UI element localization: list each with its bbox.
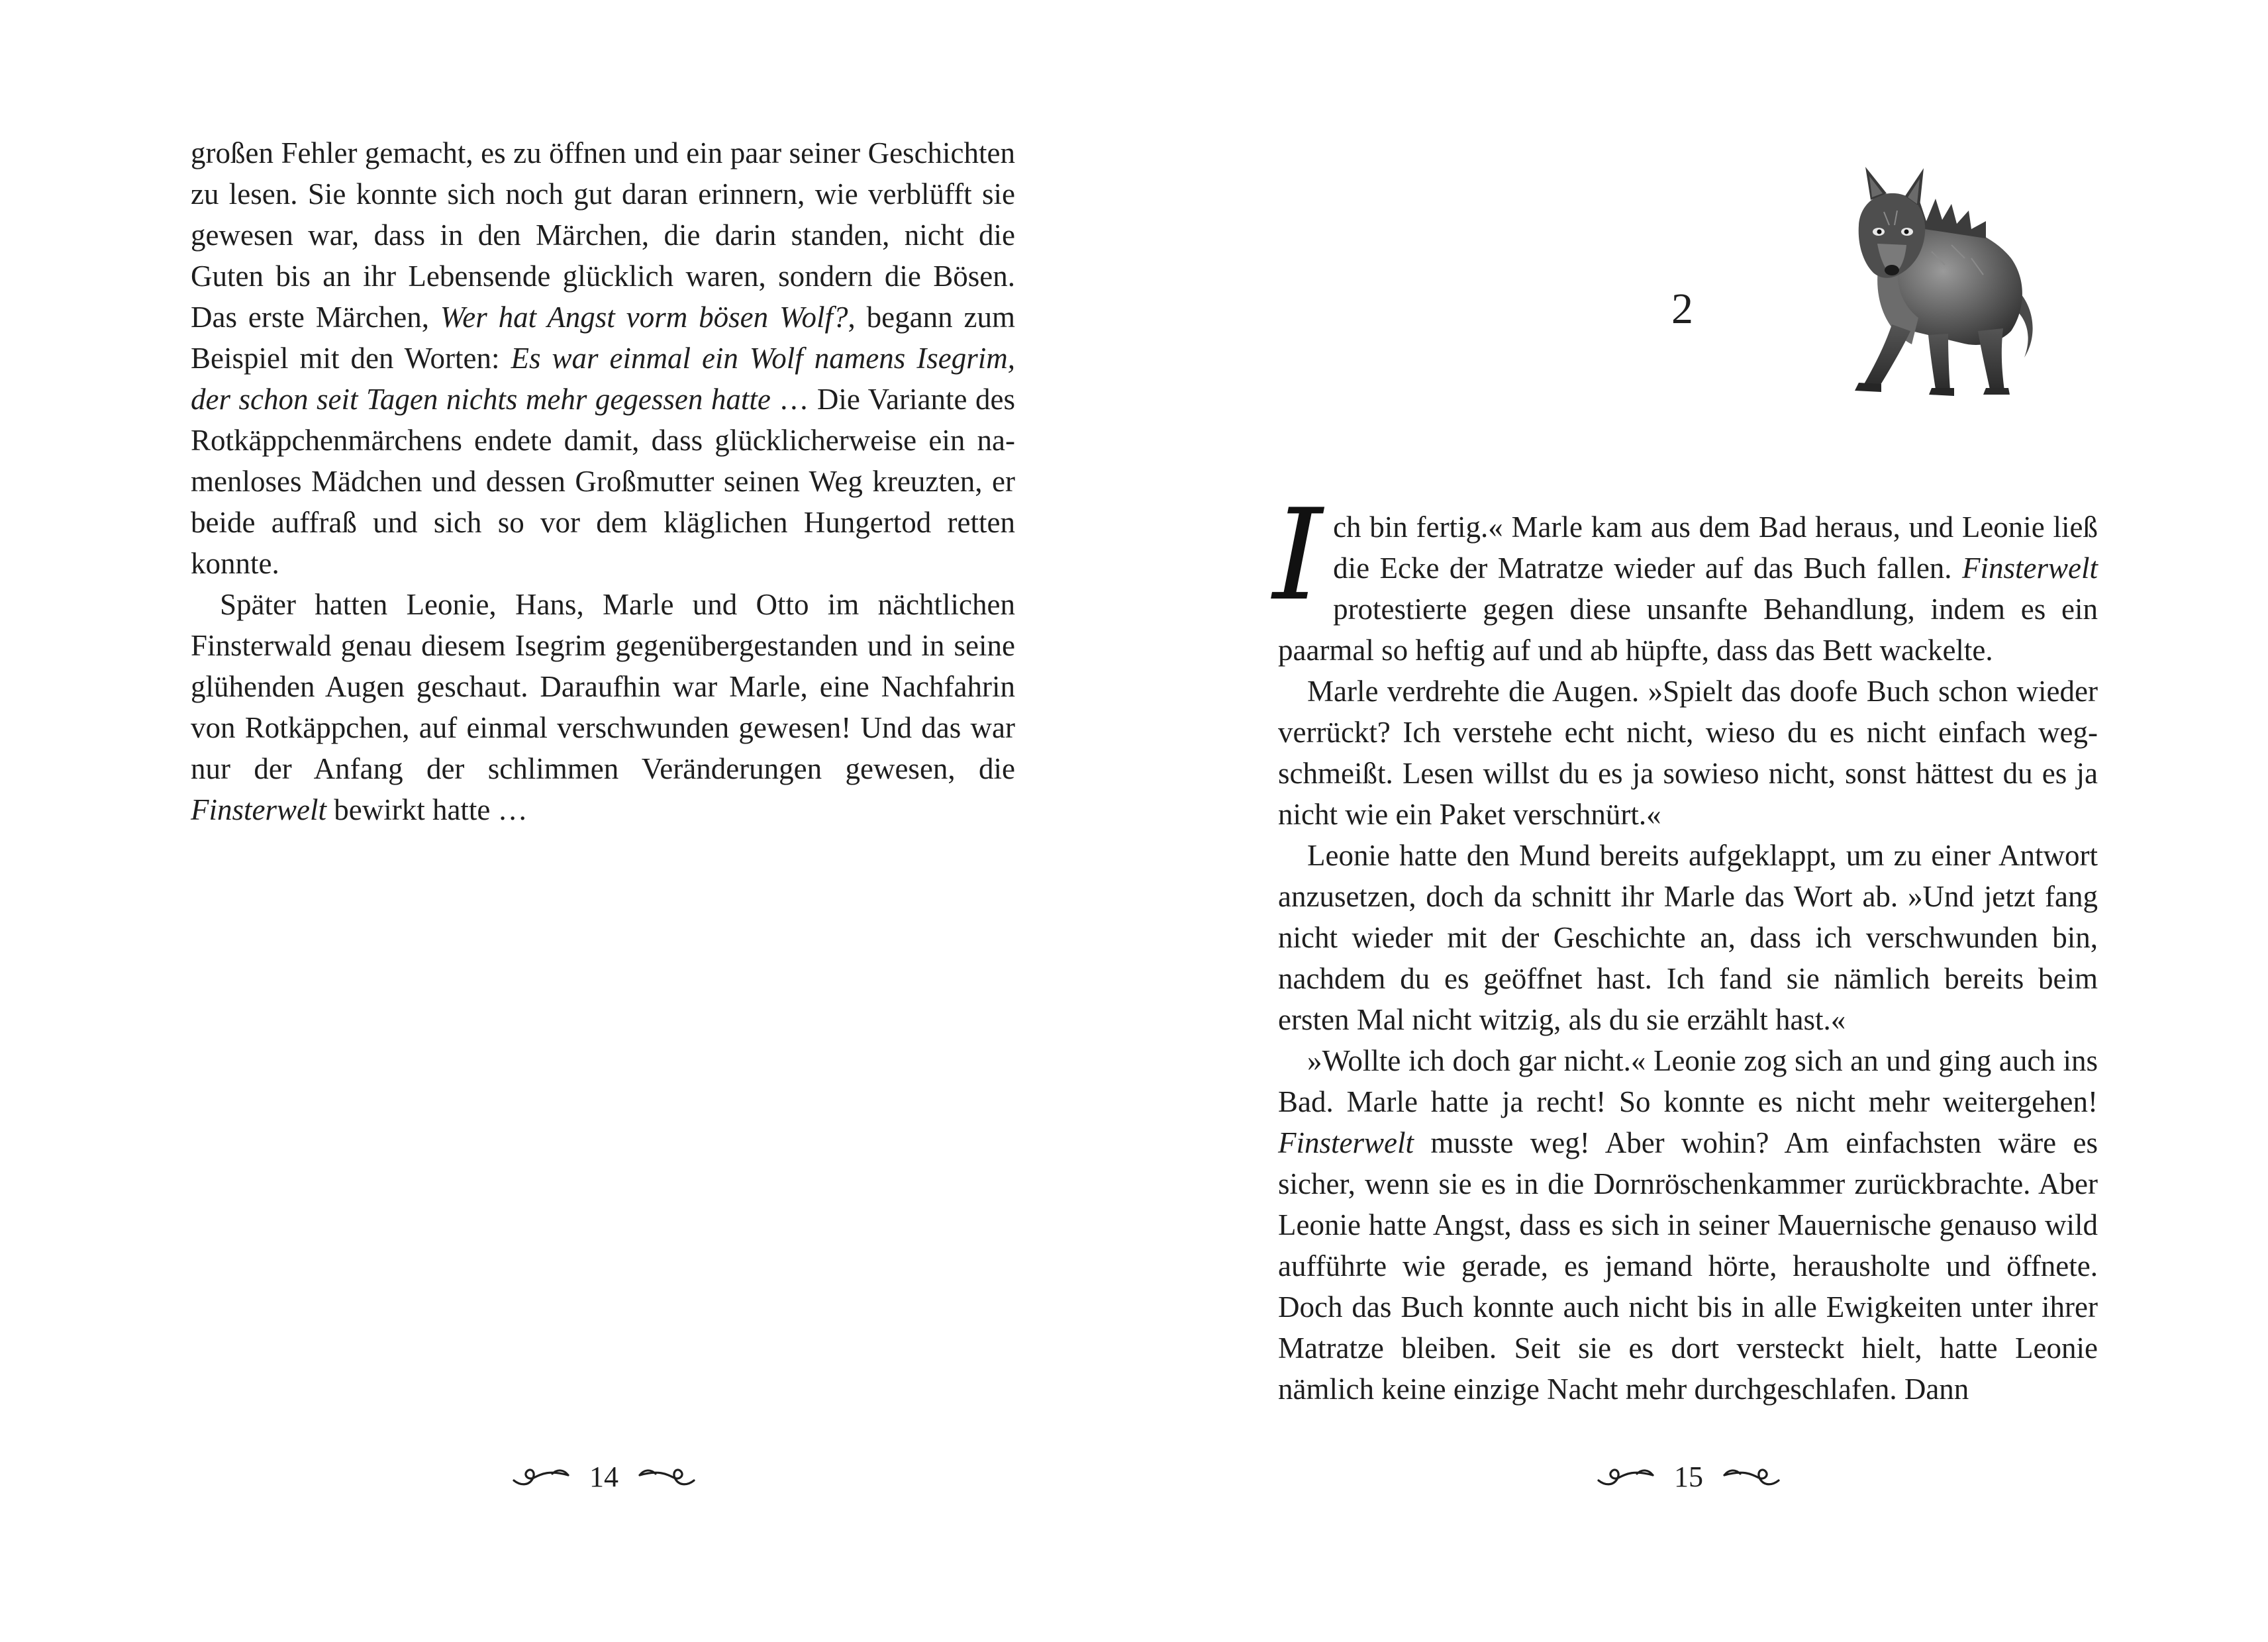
left-page-folio (511, 1457, 697, 1496)
paragraph (1278, 671, 2098, 835)
italic-text: Finsterwelt (191, 793, 326, 826)
text-segment: Später hatten Leonie, Hans, Marle und Otto im nächtlichen Finsterwald genau diesem Isegrim gegenübergestanden und in seine glühenden Augen geschaut. Daraufhin war Marle, eine Nachfahrin von Rotkäppchen, auf einmal verschwunden gewesen! Und das war nur der Anfang der schlimmen Veränderungen gewesen, die (191, 588, 1015, 785)
text-segment: , begann zum Beispiel mit den Worten: (191, 301, 1015, 375)
text-segment: großen Fehler gemacht, es zu öffnen und ein paar seiner Geschichten zu lesen. Sie konnte sich noch gut daran erinnern, wie verblüfft sie gewesen war, dass in den Märchen, die darin standen, nicht die Guten bis an ihr Lebensende glücklich waren, sondern die Bösen. Das erste Märchen, (191, 136, 1015, 334)
text-segment: musste weg! Aber wohin? Am einfachsten wäre es sicher, wenn sie es in die Dornröschenkammer zurückbrachte. Aber Leonie hatte Angst, dass es sich in seiner Mauernische genauso wild aufführte wie gerade, es jemand hörte, herausholte und öffnete. Doch das Buch konnte auch nicht bis in alle Ewigkeiten unter ihrer Matratze bleiben. Seit sie es dort versteckt hielt, hatte Leonie nämlich keine einzige Nacht mehr durchgeschlafen. Dann (1278, 1126, 2098, 1406)
paragraph (1273, 482, 2098, 671)
page-number: 15 (1674, 1460, 1703, 1493)
swirl-ornament-icon (511, 1463, 571, 1490)
chapter-number: 2 (1671, 285, 1693, 333)
swirl-ornament-icon (1596, 1463, 1655, 1490)
italic-text: Es war einmal ein Wolf namens Isegrim, der schon seit Tagen nichts mehr gegessen hatte (191, 342, 1015, 416)
italic-text: Finsterwelt (1278, 1126, 1414, 1159)
text-segment: ch bin fertig.« Marle kam aus dem Bad heraus, und Leonie ließ die Ecke der Matratze wieder auf das Buch fallen. (1333, 510, 2098, 585)
swirl-ornament-icon (1722, 1463, 1781, 1490)
italic-text: Finsterwelt (1962, 552, 2098, 585)
text-segment: Marle verdrehte die Augen. »Spielt das doofe Buch schon wieder verrückt? Ich verstehe echt nicht, wieso du es nicht einfach wegschmeißt. Lesen willst du es ja sowieso nicht, sonst hättest du es ja nicht wie ein Paket verschnürt.« (1278, 675, 2098, 831)
right-page-folio (1596, 1457, 1781, 1496)
paragraph (1278, 835, 2098, 1040)
text-segment: »Wollte ich doch gar nicht.« Leonie zog sich an und ging auch ins Bad. Marle hatte ja recht! So konnte es nicht mehr weitergehen! (1278, 1044, 2098, 1118)
text-segment: protestierte gegen diese unsanfte Behandlung, indem es ein paarmal so heftig auf und ab hüpfte, dass das Bett wackelte. (1278, 593, 2098, 667)
page-number: 14 (589, 1460, 618, 1493)
text-segment: Leonie hatte den Mund bereits aufgeklappt, um zu einer Antwort anzusetzen, doch da schnitt ihr Marle das Wort ab. »Und jetzt fang nicht wieder mit der Geschichte an, dass ich verschwunden bin, nachdem du es geöffnet hast. Ich fand sie nämlich bereits beim ersten Mal nicht witzig, als du sie erzählt hast.« (1278, 839, 2098, 1036)
paragraph (191, 132, 1015, 584)
paragraph (191, 584, 1015, 830)
right-page (1134, 0, 2268, 1642)
drop-cap: I (1273, 482, 1323, 628)
italic-text: Wer hat Angst vorm bösen Wolf? (440, 301, 848, 334)
text-segment: … Die Variante des Rotkäppchenmärchens endete damit, dass glücklicherweise ein namenloses Mädchen und dessen Großmutter seinen Weg kreuzten, er beide auffraß und sich so vor dem kläglichen Hungertod retten konnte. (191, 383, 1015, 580)
paragraph (1278, 1040, 2098, 1410)
wolf-illustration-icon (1812, 132, 2051, 404)
swirl-ornament-icon (637, 1463, 697, 1490)
left-page-text (191, 132, 1015, 830)
right-page-text (1273, 482, 2098, 1410)
text-segment: bewirkt hatte … (326, 793, 528, 826)
